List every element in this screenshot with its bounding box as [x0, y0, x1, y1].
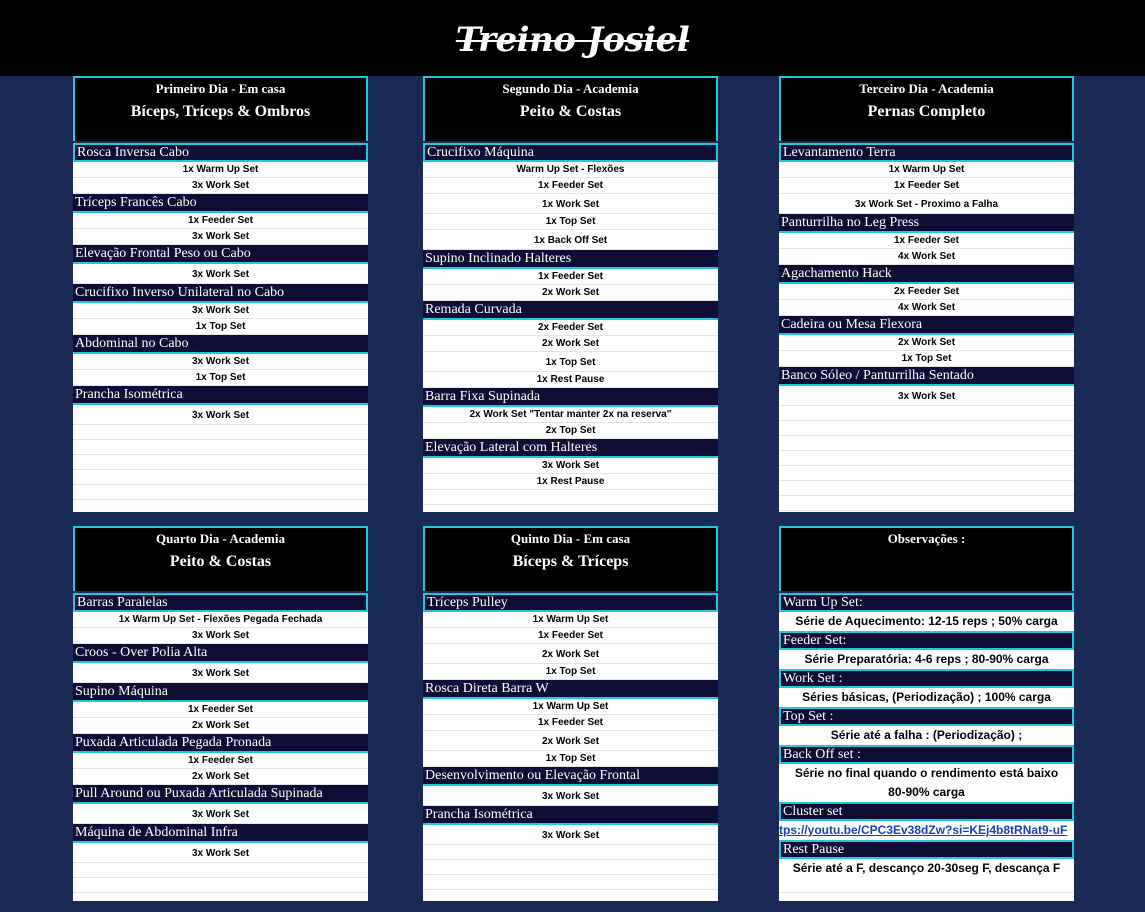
set-row: 3x Work Set: [73, 804, 368, 824]
panel-day-3: [779, 76, 1074, 512]
day-subtitle: Bíceps, Tríceps & Ombros: [130, 103, 311, 120]
empty-row: [423, 845, 718, 860]
empty-row: [423, 490, 718, 505]
set-row: 3x Work Set: [73, 178, 368, 194]
empty-row: [73, 485, 368, 500]
set-row: 3x Work Set: [73, 628, 368, 644]
empty-row: [779, 406, 1074, 421]
exercise-name: Desenvolvimento ou Elevação Frontal: [423, 767, 718, 786]
exercise-name: Tríceps Francês Cabo: [73, 194, 368, 213]
set-row: 2x Work Set: [423, 644, 718, 664]
day-title: Segundo Dia - Academia: [502, 81, 639, 96]
panel-header: [73, 526, 368, 591]
set-row: 1x Top Set: [423, 664, 718, 680]
set-row: 1x Warm Up Set: [73, 162, 368, 178]
exercise-name: Supino Inclinado Halteres: [423, 250, 718, 269]
set-row: 1x Feeder Set: [423, 178, 718, 194]
exercise-name: Prancha Isométrica: [423, 806, 718, 825]
exercise-name: Panturrilha no Leg Press: [779, 214, 1074, 233]
set-row: 2x Work Set "Tentar manter 2x na reserva": [423, 407, 718, 423]
empty-row: [779, 893, 1074, 901]
set-row: 2x Work Set: [423, 285, 718, 301]
panel-observations: [779, 526, 1074, 901]
set-row: 3x Work Set: [73, 303, 368, 319]
empty-row: [779, 511, 1074, 512]
day-title: Terceiro Dia - Academia: [859, 81, 994, 96]
set-row: 4x Work Set: [779, 300, 1074, 316]
exercise-name: Tríceps Pulley: [423, 593, 718, 612]
set-row: 1x Top Set: [73, 319, 368, 335]
set-row: 3x Work Set: [73, 663, 368, 683]
empty-row: [423, 505, 718, 512]
exercise-name: Supino Máquina: [73, 683, 368, 702]
set-row: 1x Feeder Set: [779, 233, 1074, 249]
set-row: 2x Work Set: [73, 718, 368, 734]
exercise-name: Máquina de Abdominal Infra: [73, 824, 368, 843]
set-row: 3x Work Set: [423, 786, 718, 806]
note-term: Work Set :: [779, 669, 1074, 688]
exercise-name: Elevação Lateral com Halteres: [423, 439, 718, 458]
day-title: Observações :: [887, 531, 966, 546]
empty-row: [779, 421, 1074, 436]
empty-row: [73, 455, 368, 470]
note-description: Série no final quando o rendimento está baixo: [779, 764, 1074, 783]
empty-row: [779, 436, 1074, 451]
exercise-name: Barras Paralelas: [73, 593, 368, 612]
empty-row: [73, 878, 368, 893]
empty-row: [73, 425, 368, 440]
note-description: Séries básicas, (Periodização) ; 100% carga: [779, 688, 1074, 707]
set-row: 1x Warm Up Set: [423, 699, 718, 715]
empty-row: [779, 466, 1074, 481]
empty-row: [73, 500, 368, 512]
set-row: 1x Feeder Set: [73, 753, 368, 769]
day-subtitle: Bíceps & Tríceps: [512, 553, 629, 570]
exercise-name: Agachamento Hack: [779, 265, 1074, 284]
exercise-name: Abdominal no Cabo: [73, 335, 368, 354]
set-row: 1x Feeder Set: [423, 269, 718, 285]
set-row: 2x Top Set: [423, 423, 718, 439]
set-row: 3x Work Set: [73, 354, 368, 370]
exercise-name: Elevação Frontal Peso ou Cabo: [73, 245, 368, 264]
set-row: 1x Warm Up Set: [779, 162, 1074, 178]
set-row: 1x Work Set: [423, 194, 718, 214]
exercise-name: Croos - Over Polia Alta: [73, 644, 368, 663]
note-term: Cluster set: [779, 802, 1074, 821]
set-row: 2x Work Set: [73, 769, 368, 785]
panel-day-1: [73, 76, 368, 512]
empty-row: [779, 451, 1074, 466]
set-row: 1x Top Set: [73, 370, 368, 386]
set-row: 1x Warm Up Set: [423, 612, 718, 628]
panel-header: [779, 526, 1074, 591]
exercise-name: Barra Fixa Supinada: [423, 388, 718, 407]
page-title: Treino Josiel: [455, 20, 690, 60]
exercise-name: Prancha Isométrica: [73, 386, 368, 405]
note-term: Back Off set :: [779, 745, 1074, 764]
empty-row: [779, 481, 1074, 496]
panel-header: [423, 526, 718, 591]
set-row: 2x Feeder Set: [423, 320, 718, 336]
set-row: 3x Work Set: [423, 825, 718, 845]
exercise-name: Crucifixo Inverso Unilateral no Cabo: [73, 284, 368, 303]
day-title: Quarto Dia - Academia: [156, 531, 285, 546]
panel-header: [423, 76, 718, 141]
note-description: Série de Aquecimento: 12-15 reps ; 50% carga: [779, 612, 1074, 631]
set-row: 1x Warm Up Set - Flexões Pegada Fechada: [73, 612, 368, 628]
empty-row: [779, 496, 1074, 511]
note-term: Feeder Set:: [779, 631, 1074, 650]
note-description: 80-90% carga: [779, 783, 1074, 802]
set-row: 1x Feeder Set: [423, 715, 718, 731]
set-row: 2x Work Set: [423, 731, 718, 751]
day-title: Quinto Dia - Em casa: [510, 531, 631, 546]
exercise-name: Levantamento Terra: [779, 143, 1074, 162]
note-term: Warm Up Set:: [779, 593, 1074, 612]
cluster-set-link[interactable]: tps://youtu.be/CPC3Ev38dZw?si=KEj4b8tRNat9-uF: [779, 821, 1074, 840]
title-banner: [0, 0, 1145, 76]
set-row: 2x Work Set: [779, 335, 1074, 351]
empty-row: [73, 863, 368, 878]
panel-day-2: [423, 76, 718, 512]
set-row: 1x Feeder Set: [73, 213, 368, 229]
note-description: Série Preparatória: 4-6 reps ; 80-90% carga: [779, 650, 1074, 669]
set-row: 2x Work Set: [423, 336, 718, 352]
exercise-name: Cadeira ou Mesa Flexora: [779, 316, 1074, 335]
set-row: Warm Up Set - Flexões: [423, 162, 718, 178]
set-row: 2x Feeder Set: [779, 284, 1074, 300]
set-row: 1x Rest Pause: [423, 474, 718, 490]
empty-row: [423, 890, 718, 901]
panel-day-4: [73, 526, 368, 901]
day-subtitle: Peito & Costas: [519, 103, 622, 120]
set-row: 1x Rest Pause: [423, 372, 718, 388]
note-description: Série até a F, descanço 20-30seg F, descança F: [779, 859, 1074, 878]
empty-row: [779, 878, 1074, 893]
day-subtitle: Pernas Completo: [867, 103, 986, 120]
empty-row: [423, 875, 718, 890]
empty-row: [73, 893, 368, 901]
set-row: 3x Work Set: [73, 405, 368, 425]
exercise-name: Pull Around ou Puxada Articulada Supinada: [73, 785, 368, 804]
panel-header: [73, 76, 368, 141]
panel-day-5: [423, 526, 718, 901]
set-row: 3x Work Set: [73, 264, 368, 284]
set-row: 4x Work Set: [779, 249, 1074, 265]
exercise-name: Banco Sóleo / Panturrilha Sentado: [779, 367, 1074, 386]
exercise-name: Rosca Direta Barra W: [423, 680, 718, 699]
day-subtitle: Peito & Costas: [169, 553, 272, 570]
set-row: 1x Feeder Set: [423, 628, 718, 644]
set-row: 3x Work Set: [73, 229, 368, 245]
empty-row: [73, 440, 368, 455]
exercise-name: Crucifixo Máquina: [423, 143, 718, 162]
empty-row: [73, 470, 368, 485]
note-term: Rest Pause: [779, 840, 1074, 859]
exercise-name: Puxada Articulada Pegada Pronada: [73, 734, 368, 753]
day-title: Primeiro Dia - Em casa: [155, 81, 286, 96]
set-row: 3x Work Set: [779, 386, 1074, 406]
set-row: 1x Top Set: [779, 351, 1074, 367]
set-row: 3x Work Set: [73, 843, 368, 863]
set-row: 1x Top Set: [423, 214, 718, 230]
set-row: 3x Work Set: [423, 458, 718, 474]
set-row: 1x Feeder Set: [73, 702, 368, 718]
note-term: Top Set :: [779, 707, 1074, 726]
set-row: 1x Top Set: [423, 352, 718, 372]
set-row: 1x Feeder Set: [779, 178, 1074, 194]
set-row: 1x Back Off Set: [423, 230, 718, 250]
exercise-name: Remada Curvada: [423, 301, 718, 320]
note-description: Série até a falha : (Periodização) ;: [779, 726, 1074, 745]
exercise-name: Rosca Inversa Cabo: [73, 143, 368, 162]
panel-header: [779, 76, 1074, 141]
set-row: 3x Work Set - Proximo a Falha: [779, 194, 1074, 214]
set-row: 1x Top Set: [423, 751, 718, 767]
empty-row: [423, 860, 718, 875]
